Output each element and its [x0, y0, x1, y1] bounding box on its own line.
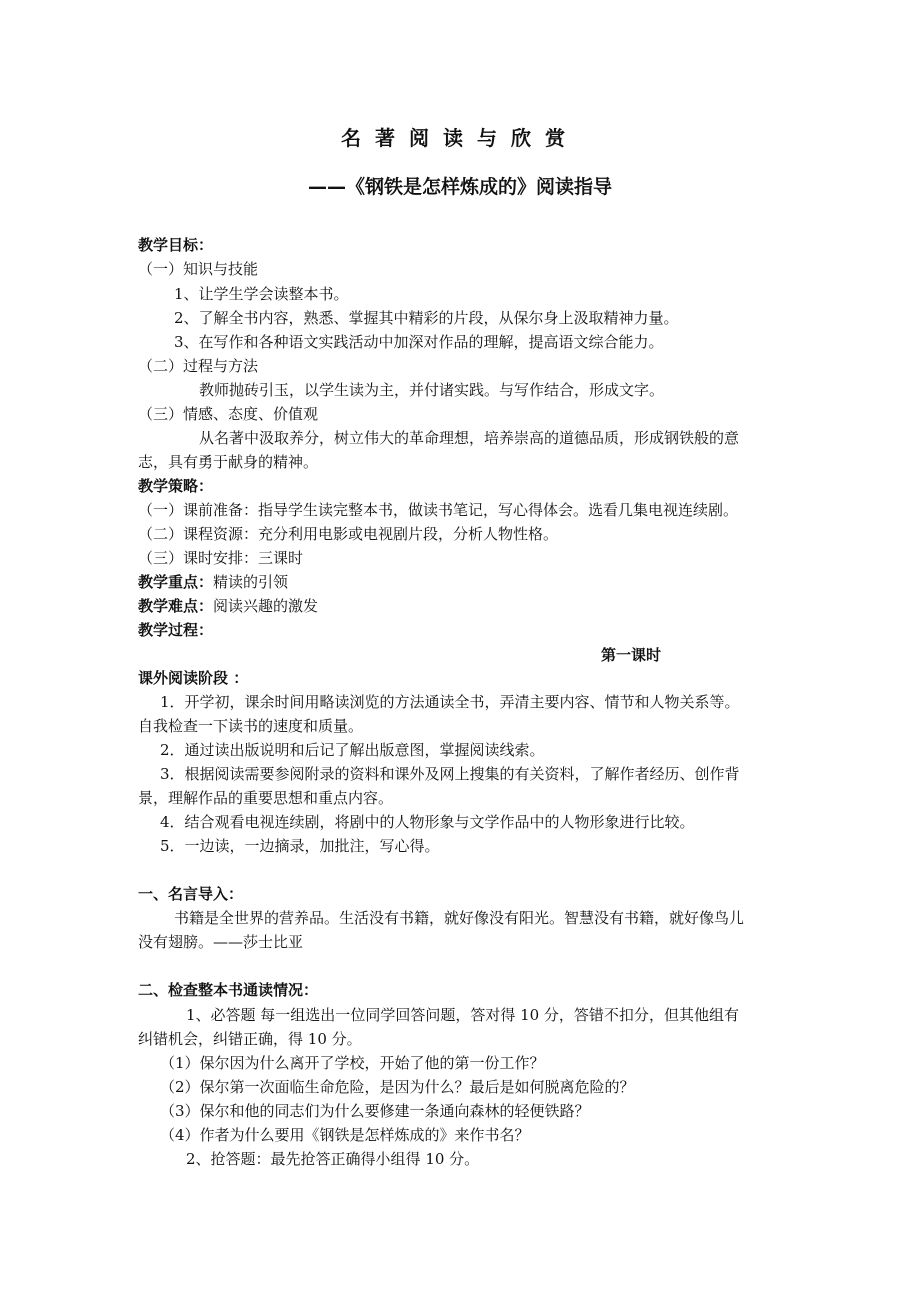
reading-stage-heading: 课外阅读阶段 ：: [138, 669, 249, 687]
reading-item-1-line-2: 自我检查一下读书的速度和质量。: [138, 717, 364, 735]
values-text-2: 志，具有勇于献身的精神。: [138, 453, 319, 471]
check-heading: 二、检查整本书通读情况：: [138, 981, 319, 999]
knowledge-item-3: 3、在写作和各种语文实践活动中加深对作品的理解，提高语文综合能力。: [174, 333, 664, 351]
difficulty-row: [138, 596, 318, 616]
difficulty-label: 教学难点：: [138, 597, 214, 615]
knowledge-item-2: 2、了解全书内容，熟悉、掌握其中精彩的片段，从保尔身上汲取精神力量。: [174, 309, 679, 327]
reading-item-5: 5．一边读，一边摘录，加批注，写心得。: [160, 837, 440, 855]
page-title: 名著阅读与欣赏: [341, 126, 579, 150]
check-question-4: （4）作者为什么要用《钢铁是怎样炼成的》来作书名？: [160, 1126, 530, 1144]
check-question-3: （3）保尔和他的同志们为什么要修建一条通向森林的轻便铁路？: [160, 1102, 590, 1120]
values-text-1: 从名著中汲取养分，树立伟大的革命理想，培养崇高的道德品质，形成钢铁般的意: [199, 429, 740, 447]
reading-item-4: 4．结合观看电视连续剧，将剧中的人物形象与文学作品中的人物形象进行比较。: [160, 813, 695, 831]
reading-item-3-line-2: 景，理解作品的重要思想和重点内容。: [138, 789, 394, 807]
quote-line-1: 书籍是全世界的营养品。生活没有书籍，就好像没有阳光。智慧没有书籍，就好像鸟儿: [174, 909, 745, 927]
quote-line-2: 没有翅膀。——莎士比亚: [138, 933, 304, 951]
reading-item-1-line-1: 1．开学初，课余时间用略读浏览的方法通读全书，弄清主要内容、情节和人物关系等。: [160, 693, 740, 711]
focus-label: 教学重点：: [138, 573, 214, 591]
check-question-1: （1）保尔因为什么离开了学校，开始了他的第一份工作？: [160, 1054, 545, 1072]
strategy-heading: 教学策略：: [138, 477, 214, 495]
focus-text: 精读的引领: [213, 573, 289, 591]
check-question-2: （2）保尔第一次面临生命危险，是因为什么？最后是如何脱离危险的？: [160, 1078, 635, 1096]
goals-heading: 教学目标：: [138, 236, 214, 254]
check-rule-1-line-1: 1、必答题 每一组选出一位同学回答问题，答对得 10 分，答错不扣分，但其他组有: [186, 1006, 739, 1024]
focus-row: [138, 572, 288, 592]
lesson-title: 第一课时: [601, 646, 662, 664]
reading-item-2: 2．通过读出版说明和后记了解出版意图，掌握阅读线索。: [160, 741, 545, 759]
difficulty-text: 阅读兴趣的激发: [213, 597, 319, 615]
process-method-text: 教师抛砖引玉，以学生读为主，并付诸实践。与写作结合，形成文字。: [199, 381, 665, 399]
process-heading: 教学过程：: [138, 621, 214, 639]
reading-item-3-line-1: 3．根据阅读需要参阅附录的资料和课外及网上搜集的有关资料，了解作者经历、创作背: [160, 765, 740, 783]
strategy-item-2: （二）课程资源：充分利用电影或电视剧片段，分析人物性格。: [138, 525, 559, 543]
strategy-item-1: （一）课前准备：指导学生读完整本书，做读书笔记，写心得体会。选看几集电视连续剧。: [138, 501, 739, 519]
check-rule-1-line-2: 纠错机会，纠错正确，得 10 分。: [138, 1030, 362, 1048]
knowledge-heading: （一）知识与技能: [138, 260, 259, 278]
strategy-item-3: （三）课时安排：三课时: [138, 549, 304, 567]
values-heading: （三）情感、态度、价值观: [138, 405, 319, 423]
check-rule-2: 2、抢答题：最先抢答正确得小组得 10 分。: [186, 1150, 480, 1168]
page-subtitle: ——《钢铁是怎样炼成的》阅读指导: [307, 176, 612, 198]
quote-heading: 一、名言导入：: [138, 885, 244, 903]
knowledge-item-1: 1、让学生学会读整本书。: [174, 285, 349, 303]
process-method-heading: （二）过程与方法: [138, 357, 259, 375]
